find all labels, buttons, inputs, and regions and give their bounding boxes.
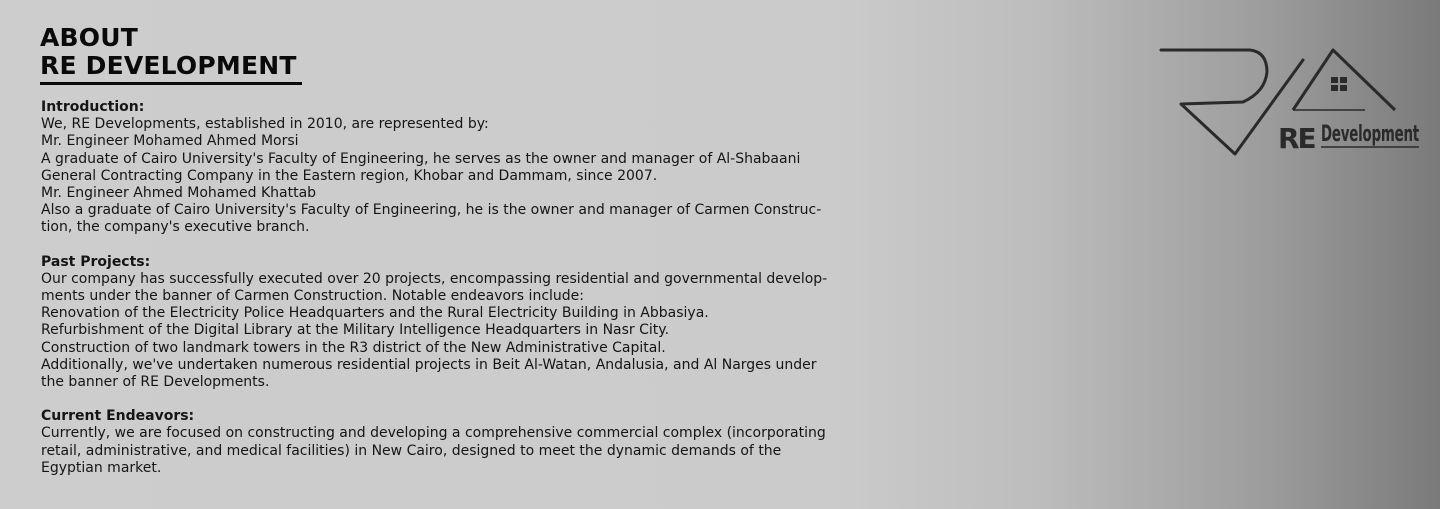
paragraph-line: Egyptian market.	[41, 459, 162, 476]
paragraph-line: General Contracting Company in the Eastern region, Khobar and Dammam, since 2007.	[41, 167, 658, 184]
paragraph-line: Renovation of the Electricity Police Headquarters and the Rural Electricity Building in Abbasiya.	[41, 305, 709, 322]
paragraph-line: Currently, we are focused on constructing and developing a comprehensive commercial complex (incorporating	[41, 425, 826, 442]
paragraph-line: retail, administrative, and medical facilities) in New Cairo, designed to meet the dynamic demands of the	[41, 442, 782, 459]
section-current-endeavors	[41, 408, 861, 477]
paragraph-line: ments under the banner of Carmen Construction. Notable endeavors include:	[41, 288, 584, 305]
paragraph-line: Our company has successfully executed over 20 projects, encompassing residential and governmental develop-	[41, 270, 828, 287]
section-past-projects	[41, 254, 861, 392]
paragraph-line: We, RE Developments, established in 2010, are represented by:	[41, 116, 489, 133]
section-introduction	[41, 99, 861, 237]
paragraph-line: Refurbishment of the Digital Library at the Military Intelligence Headquarters in Nasr City.	[41, 322, 670, 339]
page-title	[40, 24, 297, 80]
section-heading-introduction: Introduction:	[41, 99, 145, 115]
logo-mark-text: RE	[1278, 122, 1315, 155]
paragraph-line: tion, the company's executive branch.	[41, 219, 310, 236]
logo-window-icon	[1331, 77, 1347, 91]
re-development-logo	[1155, 40, 1425, 162]
paragraph-line: Also a graduate of Cairo University's Faculty of Engineering, he is the owner and manager of Carmen Construc-	[41, 202, 822, 219]
page-title-line2: RE DEVELOPMENT	[40, 51, 297, 80]
paragraph-line: A graduate of Cairo University's Faculty of Engineering, he serves as the owner and manager of Al-Shabaani	[41, 150, 801, 167]
paragraph-line: Additionally, we've undertaken numerous residential projects in Beit Al-Watan, Andalusia, and Al Narges under	[41, 356, 817, 373]
section-heading-past-projects: Past Projects:	[41, 253, 151, 270]
logo-word-text: Development	[1321, 122, 1420, 147]
paragraph-line: Mr. Engineer Mohamed Ahmed Morsi	[41, 133, 299, 150]
paragraph-line: Mr. Engineer Ahmed Mohamed Khattab	[41, 185, 317, 202]
paragraph-line: the banner of RE Developments.	[41, 374, 270, 391]
title-underline	[40, 82, 302, 85]
section-heading-current-endeavors: Current Endeavors:	[41, 408, 195, 425]
paragraph-line: Construction of two landmark towers in the R3 district of the New Administrative Capital.	[41, 339, 666, 356]
page-title-line1: ABOUT	[40, 23, 139, 52]
about-content	[41, 99, 861, 477]
